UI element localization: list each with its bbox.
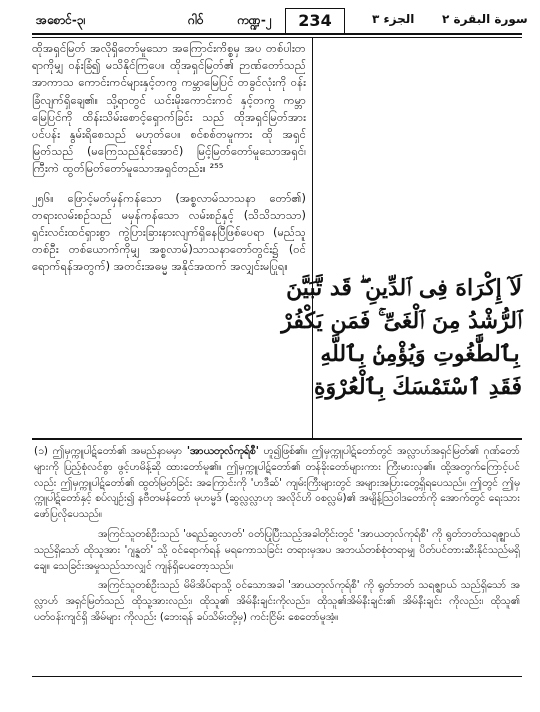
footnotes — [34, 444, 520, 630]
translation-paragraph-1: ထိုအရှင်မြတ် အလိုရှိတော်မူသော အကြောင်းကိစ္စမှ အပ တစ်ပါးတရာကိုမျှ ဝန်းခြံ၍ မသိနိုင်ကြပေ။ ထိုအရှင်မြတ်၏ ဉာဏ်တော်သည် အာကာသ ကောင်းကင်များနှင့်တကွ ကမ္ဘာမြေပြင် တခွင်လုံးကို ဝန်းခြံလျက်ရှိချေ၏။ သို့ရာတွင် ယင်းမိုးကောင်းကင် နှင့်တကွ ကမ္ဘာမြေပြင်ကို ထိန်းသိမ်းစောင့်ရှောက်ခြင်း သည် ထိုအရှင်မြတ်အား ပင်ပန်း နွမ်းရိစေသည် မဟုတ်ပေ။ စင်စစ်တမူကား ထို အရှင်မြတ်သည် (မကြေသည်နိုင်အောင်) မြင့်မြတ်တော်မူသောအရှင်၊ ကြီးကဲ ထွတ်မြတ်တော်မူသောအရှင်တည်း။ ²⁵⁵ — [32, 41, 306, 176]
footnote-3: အကြင်သူတစ်ဦးသည် မိမိအိပ်ရာသို့ ဝင်သောအခါ 'အာယတုလ်ကုရ်စီ' ကို ရွတ်ဘတ် သရဇ္ဈာယ် သည်ရှိသော် အလ္လာဟ် အရှင်မြတ်သည် ထိုသူ့အားလည်း၊ ထိုသူ၏ အိမ်နီးချင်းကိုလည်း၊ ထိုသူ၏အိမ်နီးချင်း၏ အိမ်နီးချင်း ကိုလည်း၊ ထိုသူ၏ ပတ်ဝန်းကျင်ရှိ အိမ်များ ကိုလည်း (ဘေးရန် ခပ်သိမ်းတို့မှ) ကင်းငြိမ်း စေတော်မူအံ့။ — [34, 579, 520, 623]
footnote-1-intro: (၁) ဤမှက္ကူပါဋ်တော်၏ အမည်နာမမှာ — [34, 445, 187, 457]
header-surah-label: سورة البقرة ۲ — [442, 12, 528, 26]
arabic-line-1: لَآ إِكْرَاهَ فِى ٱلدِّينِ ۖ قَد تَّبَيَّنَ — [286, 275, 522, 301]
footnote-rule — [32, 438, 522, 440]
footnote-1-body: ဟူ၍ဖြစ်၏။ ဤမှက္ကူပါဋ်တော်တွင် အလ္လာဟ်အရှင်မြတ်၏ ဂုဏ်တော်များကို ပြည့်စုံလင်စွာ ဖွင့်ဟမိန့်ဆို ထားတော်မူ၏။ ဤမှက္ကူပါဋ်တော်၏ တန်ခိုးတော်များကား ကြီးမားလှ၏။ ထို့အတွက်ကြောင့်ပင်လည်း ဤမှက္ကူပါဋ်တော်၏ ထွတ်မြတ်ခြင်း အကြောင်းကို 'ဟဒီဆ်' ကျမ်းကြီးများတွင် အများအပြားတွေ့ရှိရပေသည်။ ဤတွင် ဤမှက္ကူပါဋ်တော်နှင့် စပ်လျဉ်း၍ နဗီတမန်တော် မုဟမ္မဒ် (ဆွလ္လလ္လာဟု အလိုင်ဟိ ဝစလ္လမ်)၏ အမျိန့်သြဝါဒတော်ကို အောက်တွင် ရေးသား ဖော်ပြလိုပေသည်။ — [34, 445, 520, 521]
footnote-1 — [34, 444, 520, 523]
header-rule — [32, 33, 522, 35]
page-bottom-rule — [32, 676, 522, 677]
header-juz-label: الجزء ۳ — [372, 12, 415, 26]
arabic-line-2: ٱلرُّشْدُ مِنَ ٱلْغَىِّ ۚ فَمَن يَكْفُرْ — [281, 308, 522, 334]
footnote-2: အကြင်သူတစ်ဦးသည် 'ဖရည်ဆွလာတ်' ဝတ်ပြုပြီးသည့်အခါတိုင်းတွင် 'အာယတုလ်ကုရ်စီ' ကို ရွတ်ဘတ်သရဇ္ဈာယ်သည်ရှိသော် ထိုသူအား 'ဂျန္နတ်' သို့ ဝင်ရောက်ရန် မရကောသခြင်း တရားမှအပ အဘယ်တစ်စုံတရာမျှ ပိတ်ပင်တားဆီးနိုင်သည်မရှိချေ။ သေခြင်းအမှုသည်သာလျှင် ကျန်ရှိပေတော့သည်။ — [34, 527, 520, 572]
page-header — [32, 4, 528, 34]
arabic-line-4: فَقَدِ ٱسْتَمْسَكَ بِٱلْعُرْوَةِ — [314, 374, 522, 400]
translation-paragraph-2: ၂၅၆။ ဖြောင့်မတ်မှန်ကန်သော (အစ္စလာမ်သာသနာ တော်၏) တရားလမ်းစဉ်သည် မမှန်ကန်သော လမ်းစဉ်နှင့် (သိသိသာသာ) ရှင်းလင်းထင်ရှားစွာ ကွဲပြားခြားနားလျက်ရှိနေပြီဖြစ်ပေရာ (မည်သူတစ်ဦး တစ်ယောက်ကိုမျှ အစ္စလာမ်)သာသနာတော်တွင်း၌ (ဝင်ရောက်ရန်အတွက်) အတင်းအဓမ္မ အနိုင်အထက် အလျှင်းမပြုရ။ — [32, 190, 306, 274]
page-number: 234 — [285, 8, 345, 34]
header-section-label: ကဏ္ဍ-၂ — [237, 13, 272, 27]
arabic-verse — [281, 272, 522, 404]
header-left-label: အစောင်-၃၊ — [36, 13, 86, 27]
header-rule-thin — [32, 37, 522, 38]
header-chapter-label: ဂါဝ် — [188, 13, 204, 27]
arabic-line-3: بِٱلطَّٰغُوتِ وَيُؤْمِنۢ بِٱللَّهِ — [320, 341, 520, 367]
footnote-1-term: 'အာယတုလ်ကုရ်စီ' — [186, 445, 259, 457]
translation-column — [32, 40, 306, 276]
column-divider — [312, 38, 313, 438]
